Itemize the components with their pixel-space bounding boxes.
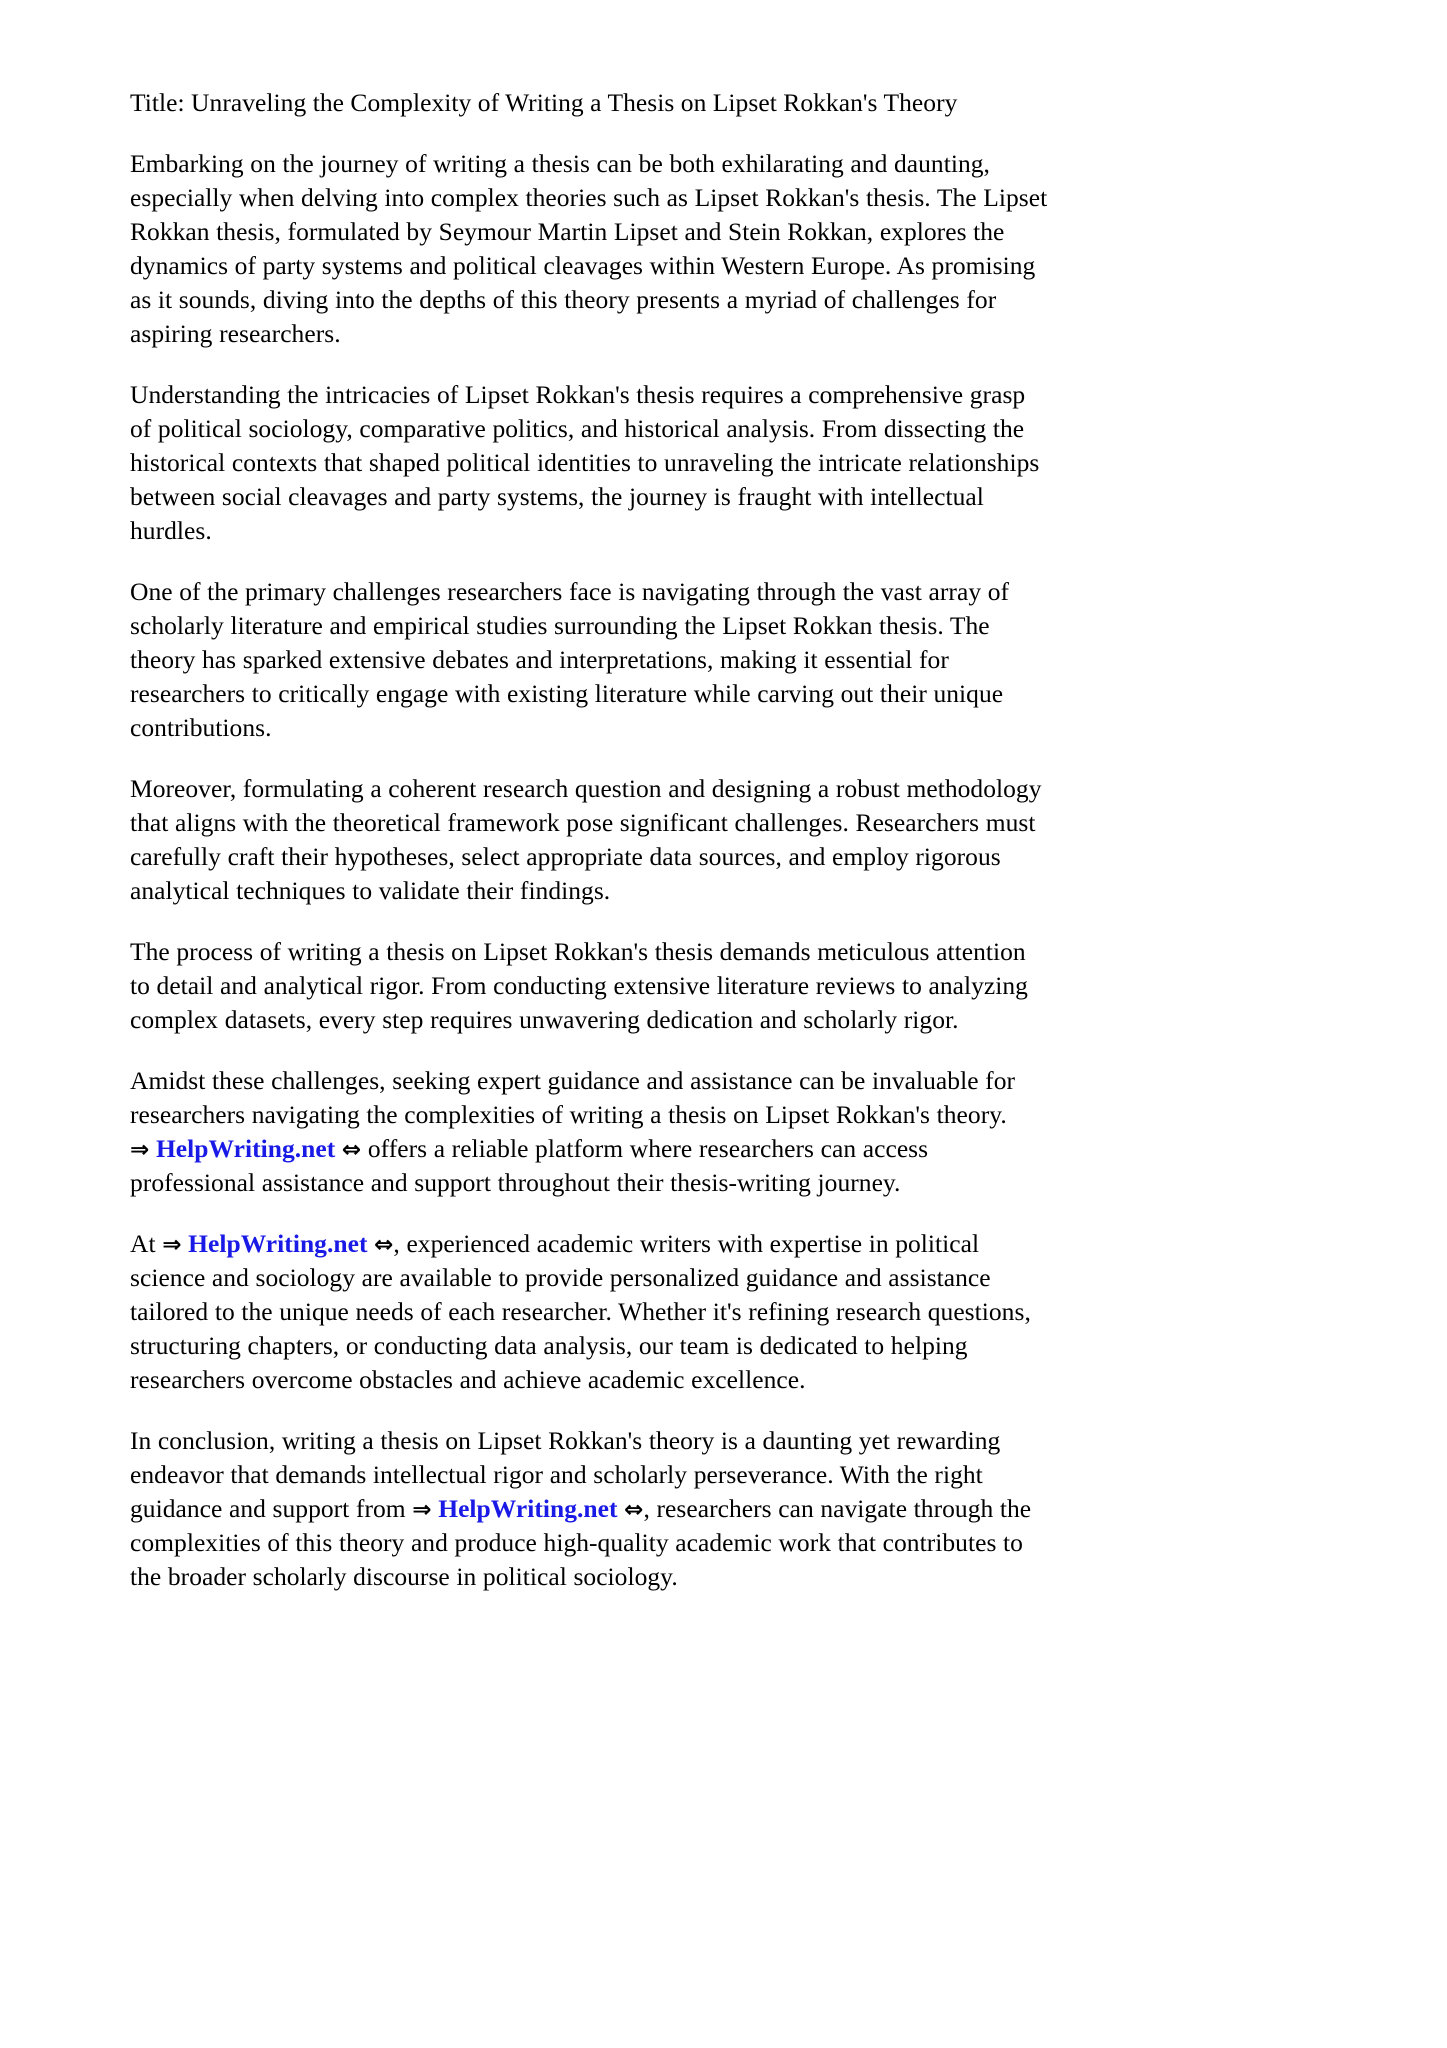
document-title: Title: Unraveling the Complexity of Writing a Thesis on Lipset Rokkan's Theory: [130, 88, 958, 117]
paragraph-4: Moreover, formulating a coherent research question and designing a robust methodology that aligns with the theoretical framework pose significant challenges. Researchers must carefully craft their hypotheses, select appropriate data sources, and employ rigorous analytical techniques to validate their findings.: [130, 774, 1042, 905]
paragraph-8: [130, 1424, 1048, 1594]
paragraph-8-text-before: In conclusion, writing a thesis on Lipset Rokkan's theory is a daunting yet rewarding endeavor that demands intellectual rigor and scholarly perseverance. With the right guidance and support from: [130, 1426, 1001, 1523]
paragraph-7-text-before: At: [130, 1229, 163, 1258]
left-right-arrow-icon: ⇔: [341, 1137, 362, 1163]
double-right-arrow-icon: ⇒: [130, 1137, 150, 1163]
paragraph-6-text-after: offers a reliable platform where researchers can access professional assistance and support throughout their thesis-writing journey.: [130, 1134, 929, 1197]
paragraph-3: One of the primary challenges researchers face is navigating through the vast array of scholarly literature and empirical studies surrounding the Lipset Rokkan thesis. The theory has sparked extensive debates and interpretations, making it essential for researchers to critically engage with existing literature while carving out their unique contributions.: [130, 577, 1010, 742]
paragraph-8-text-after: , researchers can navigate through the complexities of this theory and produce high-quality academic work that contributes to the broader scholarly discourse in political sociology.: [130, 1494, 1032, 1591]
paragraph-6-text-before: Amidst these challenges, seeking expert guidance and assistance can be invaluable for researchers navigating the complexities of writing a thesis on Lipset Rokkan's theory.: [130, 1066, 1016, 1129]
document-body: [130, 86, 1048, 1594]
helpwriting-link-2[interactable]: HelpWriting.net: [188, 1229, 368, 1258]
paragraph-7: [130, 1227, 1048, 1397]
left-right-arrow-icon: ⇔: [374, 1232, 394, 1258]
paragraph-6: [130, 1064, 1048, 1200]
left-right-arrow-icon: ⇔: [624, 1497, 644, 1523]
paragraph-1: Embarking on the journey of writing a thesis can be both exhilarating and daunting, especially when delving into complex theories such as Lipset Rokkan's thesis. The Lipset Rokkan thesis, formulated by Seymour Martin Lipset and Stein Rokkan, explores the dynamics of party systems and political cleavages within Western Europe. As promising as it sounds, diving into the depths of this theory presents a myriad of challenges for aspiring researchers.: [130, 149, 1048, 348]
paragraph-7-text-after: , experienced academic writers with expertise in political science and sociology are available to provide personalized guidance and assistance tailored to the unique needs of each researcher. Whether it's refining research questions, structuring chapters, or conducting data analysis, our team is dedicated to helping researchers overcome obstacles and achieve academic excellence.: [130, 1229, 1031, 1394]
paragraph-2: Understanding the intricacies of Lipset Rokkan's thesis requires a comprehensive grasp of political sociology, comparative politics, and historical analysis. From dissecting the historical contexts that shaped political identities to unraveling the intricate relationships between social cleavages and party systems, the journey is fraught with intellectual hurdles.: [130, 380, 1040, 545]
paragraph-5: The process of writing a thesis on Lipset Rokkan's thesis demands meticulous attention to detail and analytical rigor. From conducting extensive literature reviews to analyzing complex datasets, every step requires unwavering dedication and scholarly rigor.: [130, 937, 1028, 1034]
double-right-arrow-icon: ⇒: [162, 1232, 182, 1258]
helpwriting-link-1[interactable]: HelpWriting.net: [155, 1134, 336, 1163]
double-right-arrow-icon: ⇒: [412, 1497, 432, 1523]
helpwriting-link-3[interactable]: HelpWriting.net: [438, 1494, 618, 1523]
